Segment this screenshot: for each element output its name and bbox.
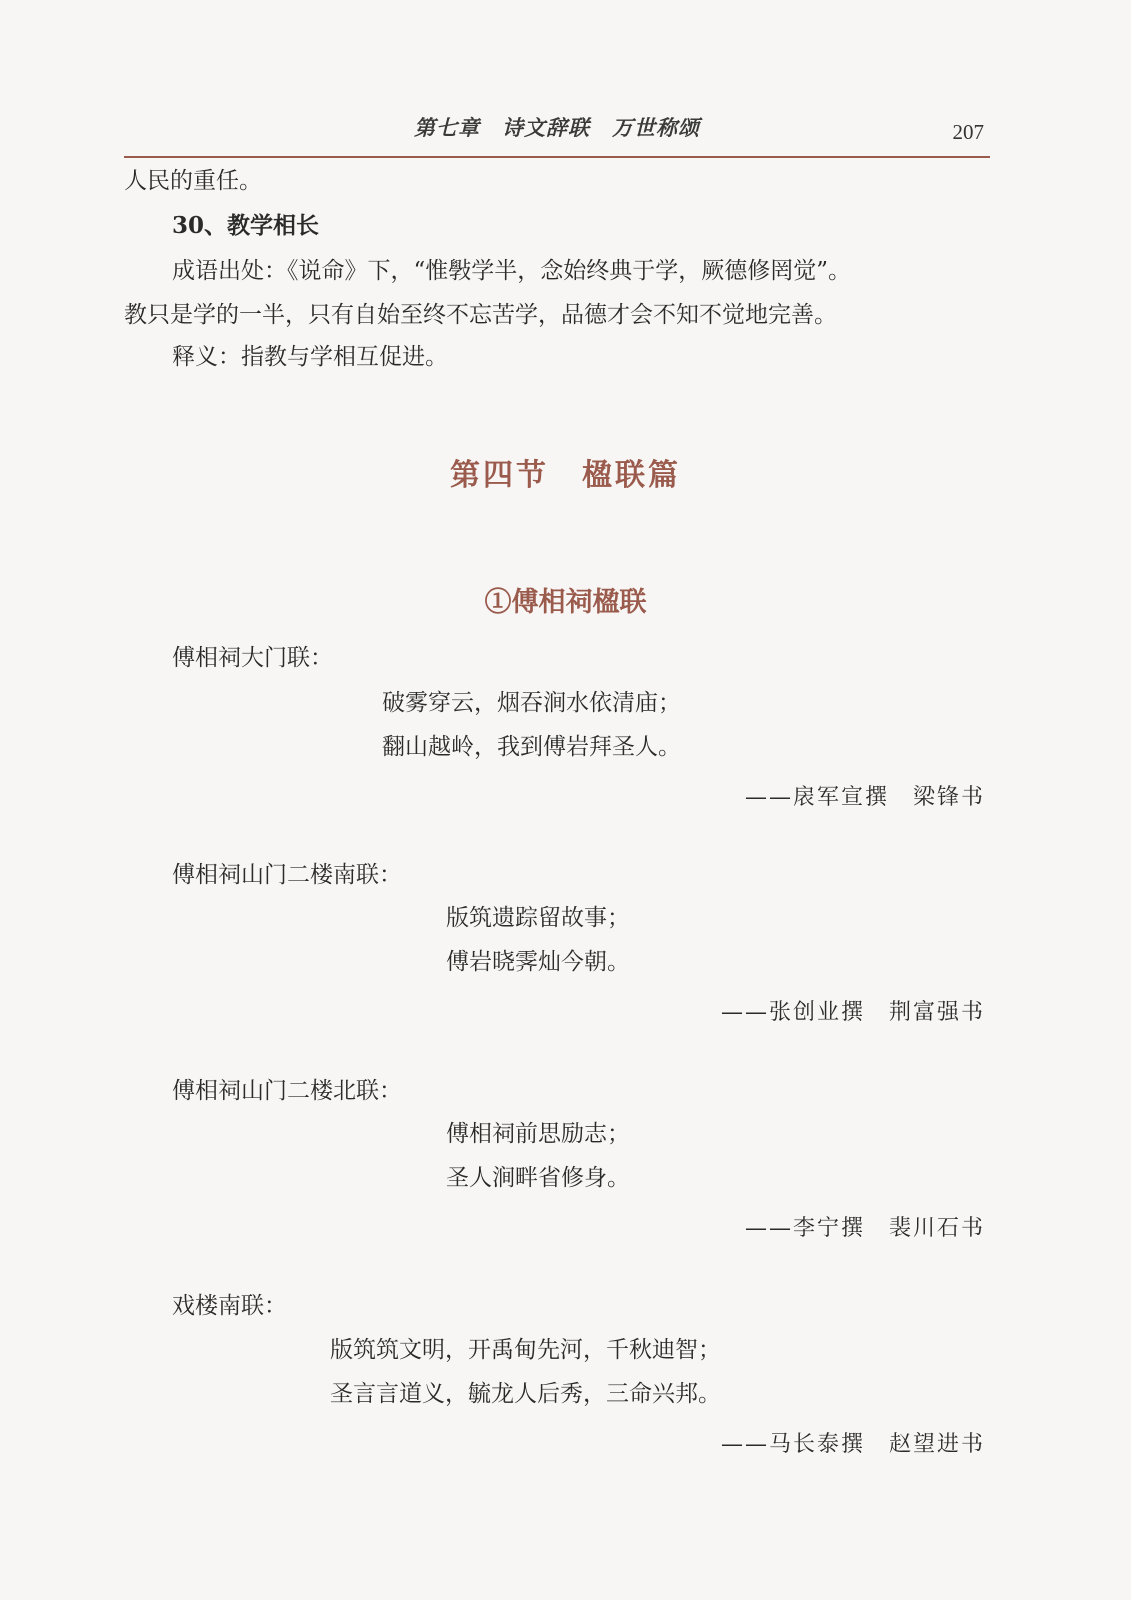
couplet-label: 戏楼南联： xyxy=(172,1293,287,1319)
couplet-upper-line: 傅相祠前思励志； xyxy=(446,1121,630,1147)
idiom-origin-line-2: 教只是学的一半，只有自始至终不忘苦学，品德才会不知不觉地完善。 xyxy=(124,302,837,328)
couplet-upper-line: 破雾穿云，烟吞涧水依清庙； xyxy=(382,690,681,716)
idiom-meaning: 释义：指教与学相互促进。 xyxy=(172,344,448,370)
couplet-lower-line: 圣人涧畔省修身。 xyxy=(446,1165,630,1191)
couplet-label: 傅相祠大门联： xyxy=(172,645,333,671)
idiom-title: 30、教学相长 xyxy=(172,212,320,239)
subsection-title: ①傅相祠楹联 xyxy=(484,587,647,618)
couplet-credit: ——李宁撰 裴川石书 xyxy=(744,1216,985,1241)
couplet-upper-line: 版筑遗踪留故事； xyxy=(446,905,630,931)
page-number: 207 xyxy=(952,120,984,144)
idiom-origin-line-1: 成语出处：《说命》下，“惟斅学半，念始终典于学，厥德修罔觉”。 xyxy=(172,258,852,284)
running-header xyxy=(124,108,990,158)
couplet-lower-line: 圣言言道义，毓龙人后秀，三命兴邦。 xyxy=(330,1381,721,1407)
couplet-lower-line: 翻山越岭，我到傅岩拜圣人。 xyxy=(382,734,681,760)
section-title: 第四节 楹联篇 xyxy=(450,458,681,493)
couplet-label: 傅相祠山门二楼北联： xyxy=(172,1078,402,1104)
paragraph-continuation: 人民的重任。 xyxy=(124,168,262,194)
couplet-credit: ——扆军宣撰 梁锋书 xyxy=(744,785,985,810)
couplet-label: 傅相祠山门二楼南联： xyxy=(172,862,402,888)
running-title: 第七章 诗文辞联 万世称颂 xyxy=(414,116,700,140)
couplet-lower-line: 傅岩晓霁灿今朝。 xyxy=(446,949,630,975)
couplet-upper-line: 版筑筑文明，开禹甸先河，千秋迪智； xyxy=(330,1337,721,1363)
couplet-credit: ——马长泰撰 赵望进书 xyxy=(720,1432,985,1457)
couplet-credit: ——张创业撰 荆富强书 xyxy=(720,1000,985,1025)
